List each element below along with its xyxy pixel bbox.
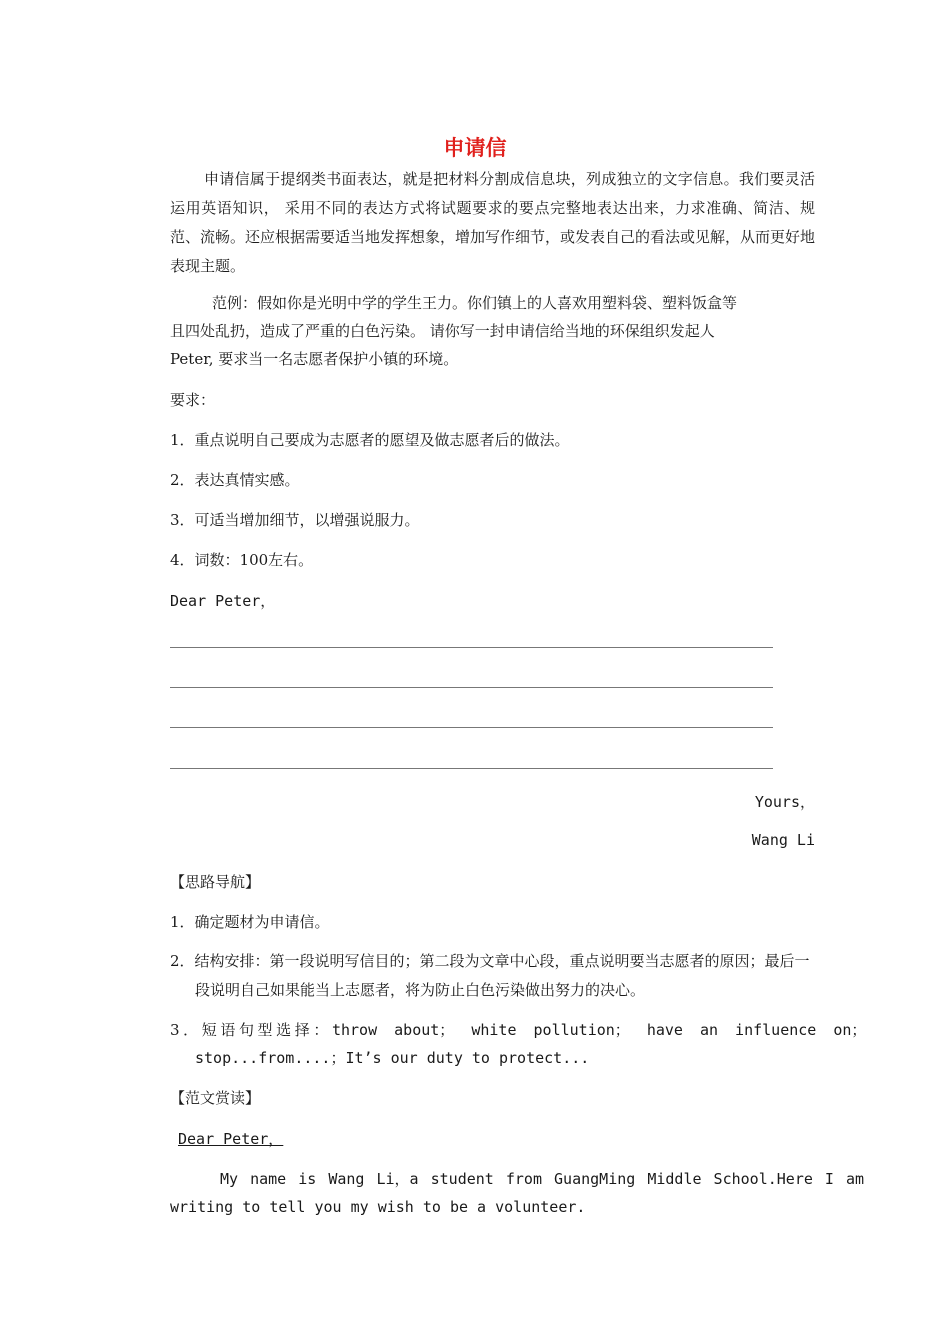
writing-line <box>170 687 773 688</box>
requirement-item: 2．表达真情实感。 <box>170 471 300 489</box>
requirement-item: 3．可适当增加细节，以增强说服力。 <box>170 511 420 529</box>
example-line-1: 范例：假如你是光明中学的学生王力。你们镇上的人喜欢用塑料袋、塑料饭盒等 <box>212 294 738 312</box>
writing-line <box>170 768 773 769</box>
guide-item-3 <box>170 1019 866 1041</box>
writing-line <box>170 727 773 728</box>
writing-line <box>170 647 773 648</box>
intro-paragraph: 申请信属于提纲类书面表达，就是把材料分割成信息块，列成独立的文字信息。我们要灵活运用英语知识， 采用不同的表达方式将试题要求的要点完整地表达出来，力求准确、简洁、规范、流畅。还应根据需要适当地发挥想象，增加写作细节，或发表自己的看法或见解，从而更好地表现主题。 <box>170 170 816 275</box>
model-paragraph-line-2: writing to tell you my wish to be a volunteer. <box>170 1198 586 1216</box>
model-greeting: Dear Peter， <box>178 1130 284 1148</box>
example-line-2: 且四处乱扔，造成了严重的白色污染。 请你写一封申请信给当地的环保组织发起人 <box>170 322 715 340</box>
guide-item-3-label: 3．短语句型选择： <box>170 1021 332 1039</box>
guide-item-3-phrases-continued: stop...from....；It’s our duty to protect... <box>195 1049 590 1067</box>
requirement-item: 4．词数：100左右。 <box>170 551 314 569</box>
guide-item: 2．结构安排：第一段说明写信目的；第二段为文章中心段，重点说明要当志愿者的原因；最后一段说明自己如果能当上志愿者，将为防止白色污染做出努力的决心。 <box>170 952 810 999</box>
model-paragraph-line-1: My name is Wang Li，a student from GuangMing Middle School.Here I am <box>220 1170 865 1188</box>
letter-signature: Wang Li <box>751 831 815 849</box>
model-heading: 【范文赏读】 <box>170 1089 261 1107</box>
letter-closing: Yours， <box>754 793 815 811</box>
example-line-3: Peter, 要求当一名志愿者保护小镇的环境。 <box>170 350 459 368</box>
letter-greeting: Dear Peter， <box>170 592 276 610</box>
guide-item-3-phrases: throw about； white pollution； have an influence on； <box>331 1021 867 1039</box>
requirement-item: 1．重点说明自己要成为志愿者的愿望及做志愿者后的做法。 <box>170 431 570 449</box>
guide-item: 1．确定题材为申请信。 <box>170 913 330 931</box>
requirements-heading: 要求： <box>170 391 216 409</box>
guide-heading: 【思路导航】 <box>170 873 261 891</box>
page-title: 申请信 <box>443 136 507 160</box>
